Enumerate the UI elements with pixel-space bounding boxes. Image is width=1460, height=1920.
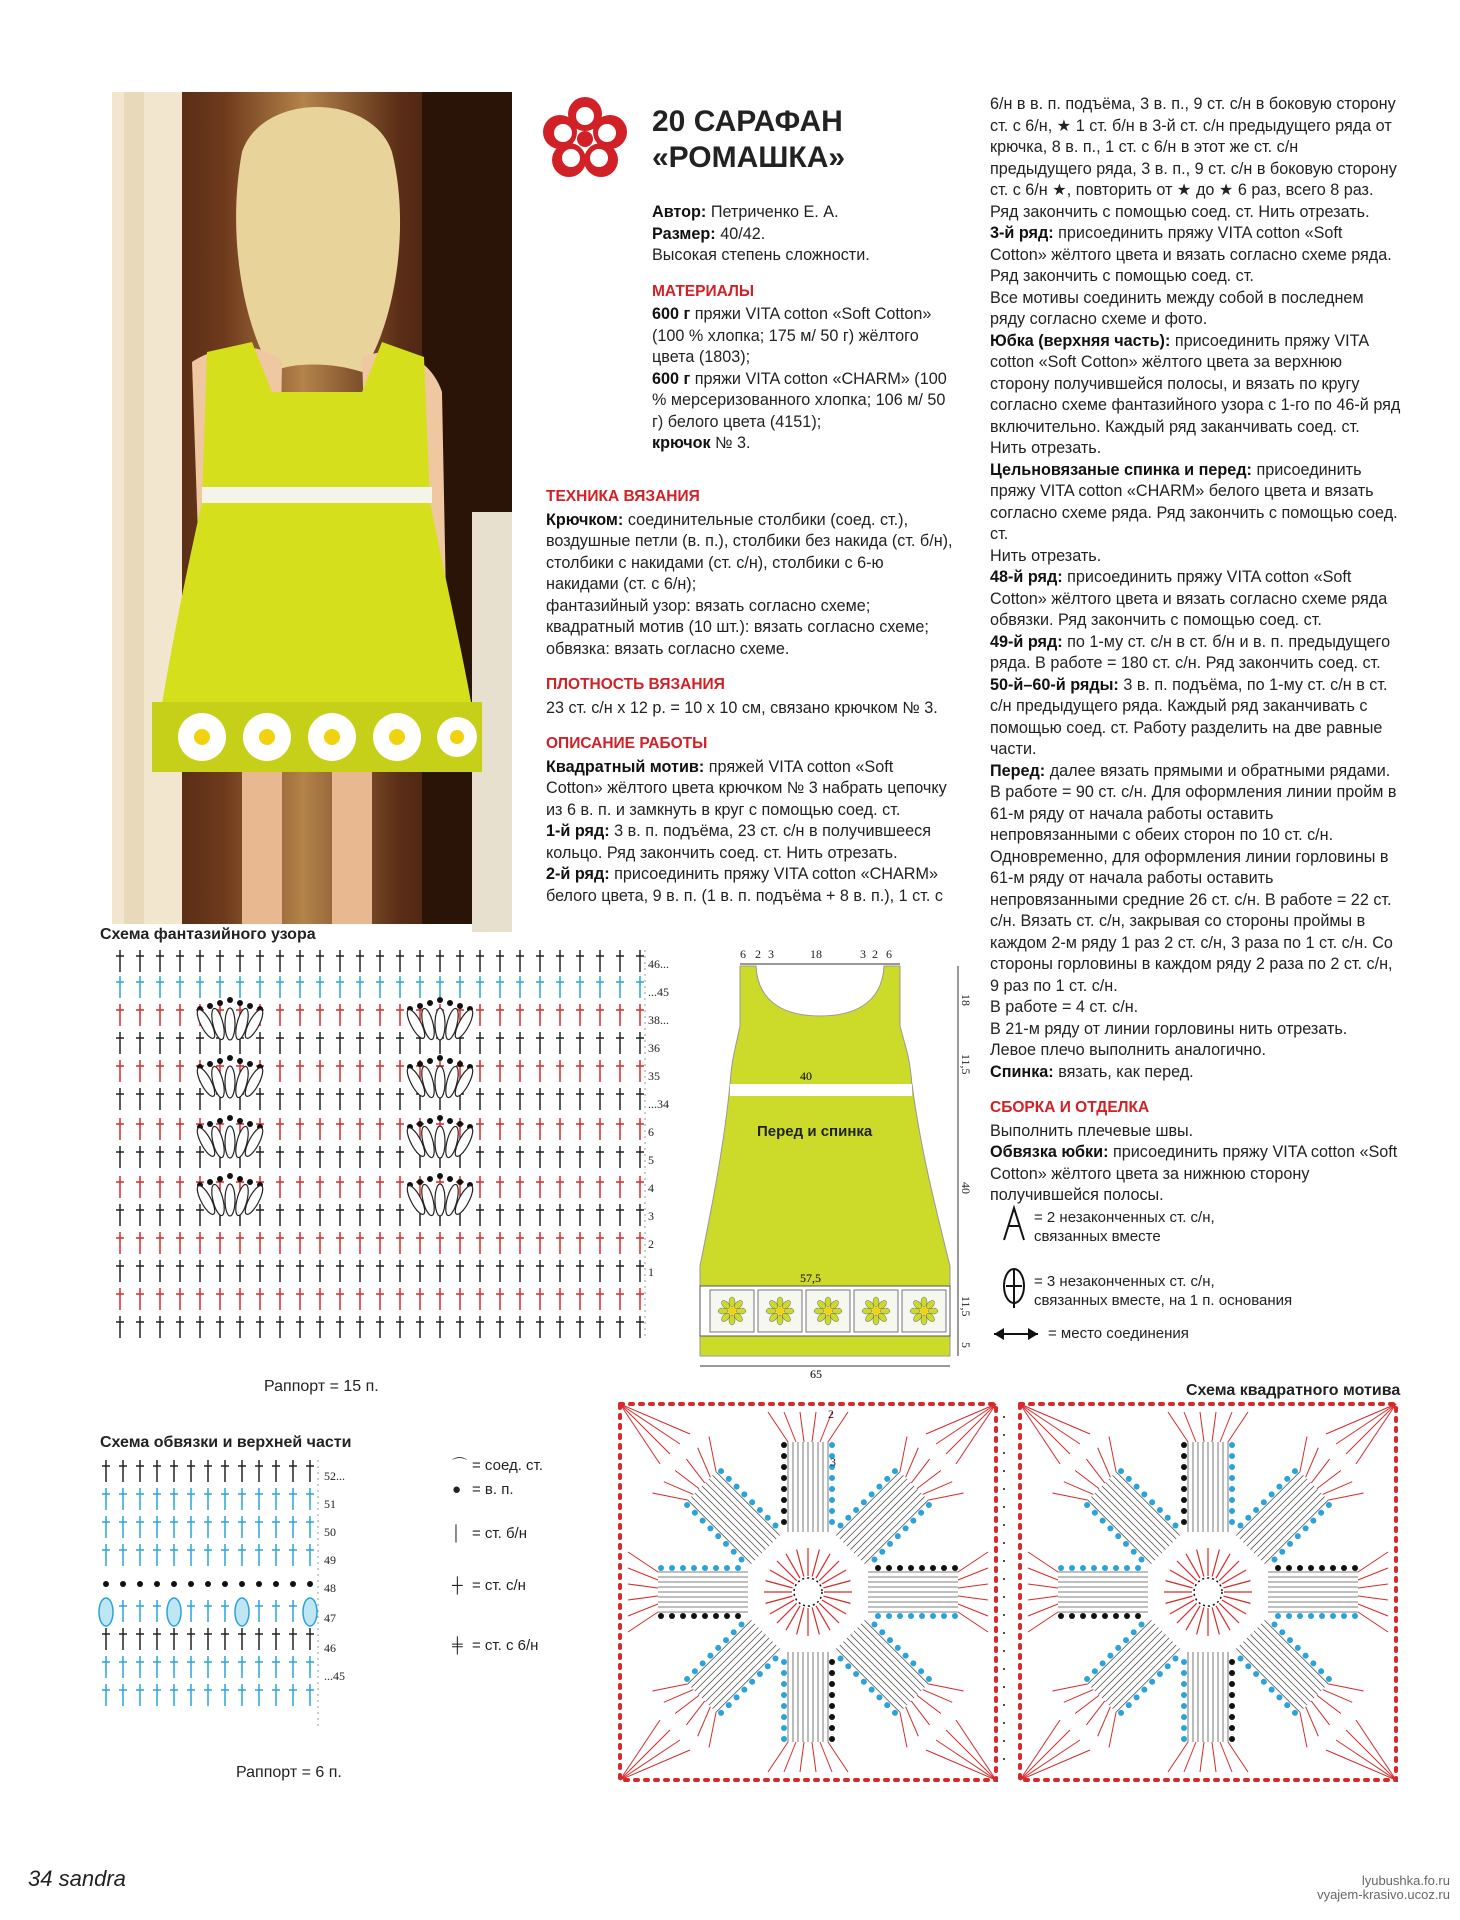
petal xyxy=(768,1652,848,1772)
fancy-repeat-label: Раппорт = 15 п. xyxy=(264,1378,379,1395)
motif-row-label: 3 xyxy=(830,1455,836,1469)
row-number: ...34 xyxy=(648,1097,669,1111)
dim-side-11-5a: 11,5 xyxy=(959,1054,973,1075)
petal xyxy=(652,1606,793,1747)
row-number: 36 xyxy=(648,1041,660,1055)
meta-block: Автор: Петриченко Е. А. Размер: 40/42. Высокая степень сложности. МАТЕРИАЛЫ 600 г пряжи VITA cotton «Soft Cotton» (100 % хлопка; 175 м/ 50 г) жёлтого цвета (1803); 600 г пряжи VITA cotton «CHARM» (100 % мерсеризованного хлопка; 106 м/ 50 г) белого цвета (4151); крючок № 3. xyxy=(652,202,954,455)
magazine-name: sandra xyxy=(58,1866,126,1891)
edge-repeat-label: Раппорт = 6 п. xyxy=(236,1764,342,1781)
title-line2: «РОМАШКА» xyxy=(652,141,846,174)
petal xyxy=(768,1412,848,1532)
dim-side-40: 40 xyxy=(959,1182,973,1194)
row-number: ...45 xyxy=(648,985,669,999)
symbol-legend-left: ⌒ = соед. ст. ● = в. п. │ = ст. б/н ┼ = ст. с/н ╪ = ст. с 6/н xyxy=(452,1457,543,1654)
cluster-stitch xyxy=(167,1598,181,1626)
dim-bottom-65: 65 xyxy=(810,1367,822,1381)
model-photo xyxy=(112,92,512,924)
schematic-label: Перед и спинка xyxy=(757,1123,873,1140)
page-footer xyxy=(28,1866,126,1892)
dim-side-18: 18 xyxy=(959,994,973,1006)
chain-icon: ● xyxy=(452,1481,462,1498)
motif-row-label: 2 xyxy=(828,1407,834,1421)
watermark-sites: lyubushka.fo.ru vyajem-krasivo.ucoz.ru xyxy=(1317,1873,1450,1902)
petal xyxy=(1028,1552,1148,1632)
dim-inner-57: 57,5 xyxy=(800,1271,821,1285)
dim-top-2b: 2 xyxy=(872,947,878,961)
row-number: 47 xyxy=(324,1611,336,1625)
dim-side-11-5b: 11,5 xyxy=(959,1296,973,1317)
petal-motif xyxy=(194,1173,266,1217)
dim-top-3a: 3 xyxy=(768,947,774,961)
fancy-chart-title: Схема фантазийного узора xyxy=(100,926,316,943)
petal-motif xyxy=(194,997,266,1041)
square-motif xyxy=(620,1404,996,1780)
dim-top-6a: 6 xyxy=(740,947,746,961)
title-line1: САРАФАН xyxy=(693,105,843,138)
petal xyxy=(1268,1552,1388,1632)
row-number: 46... xyxy=(648,957,669,971)
single-crochet-icon: │ xyxy=(452,1525,462,1542)
cluster-stitch xyxy=(235,1598,249,1626)
row-number: 4 xyxy=(648,1181,654,1195)
dim-side-5: 5 xyxy=(959,1342,973,1348)
page-title xyxy=(652,104,845,176)
row-number: ...45 xyxy=(324,1669,345,1683)
row-number: 50 xyxy=(324,1525,336,1539)
petal xyxy=(822,1436,963,1577)
row-number: 2 xyxy=(648,1237,654,1251)
join-arrow-icon xyxy=(992,1326,1040,1342)
petal xyxy=(822,1606,963,1747)
petal-motif xyxy=(404,997,476,1041)
dim-top-3b: 3 xyxy=(860,947,866,961)
fancy-pattern-chart xyxy=(100,950,700,1350)
flower-icon xyxy=(540,94,630,184)
petal xyxy=(1052,1436,1193,1577)
petal xyxy=(1052,1606,1193,1747)
row-number: 51 xyxy=(324,1497,336,1511)
row-number: 46 xyxy=(324,1641,336,1655)
dim-inner-40: 40 xyxy=(800,1069,812,1083)
dim-top-2a: 2 xyxy=(755,947,761,961)
row-number: 52... xyxy=(324,1469,345,1483)
row-number: 1 xyxy=(648,1265,654,1279)
materials-heading: МАТЕРИАЛЫ xyxy=(652,282,755,300)
row-number: 38... xyxy=(648,1013,669,1027)
6-yo-stitch-icon: ╪ xyxy=(452,1637,463,1654)
cluster-stitch xyxy=(303,1598,317,1626)
dim-top-6b: 6 xyxy=(886,947,892,961)
row-number: 49 xyxy=(324,1553,336,1567)
dress-schematic xyxy=(700,946,973,1386)
decrease-3-icon xyxy=(1000,1266,1028,1310)
row-number: 6 xyxy=(648,1125,654,1139)
pattern-number: 20 xyxy=(652,105,686,138)
decrease-2-icon xyxy=(1000,1204,1028,1244)
double-crochet-icon: ┼ xyxy=(452,1577,463,1594)
petal xyxy=(1168,1412,1248,1532)
technique-block: ТЕХНИКА ВЯЗАНИЯ Крючком: соединительные столбики (соед. ст.), воздушные петли (в. п.), столбики без накида (ст. б/н), столбики с накидами (ст. с/н), столбики с 6-ю накидами (ст. с 6/н); фантазийный узор: вязать согласно схеме; квадратный мотив (10 шт.): вязать согласно схеме; обвязка: вязать согласно схеме. ПЛОТНОСТЬ ВЯЗАНИЯ 23 ст. с/н х 12 р. = 10 х 10 см, связано крючком № 3. ОПИСАНИЕ РАБОТЫ Квадратный мотив: пряжей VITA cotton «Soft Cotton» жёлтого цвета крючком № 3 набрать цепочку из 6 в. п. и замкнуть в круг с помощью соед. ст. 1-й ряд: 3 в. п. подъёма, 23 ст. с/н в получившееся кольцо. Ряд закончить соед. ст. Нить отрезать. 2-й ряд: присоединить пряжу VITA cotton «CHARM» белого цвета, 9 в. п. (1 в. п. подъёма + 8 в. п.), 1 ст. с xyxy=(546,488,953,905)
cluster-stitch xyxy=(99,1598,113,1626)
square-motif-chart xyxy=(616,1400,1400,1784)
petal xyxy=(652,1436,793,1577)
dim-top-18: 18 xyxy=(810,947,822,961)
petal-motif xyxy=(194,1115,266,1159)
edge-pattern-chart xyxy=(100,1460,420,1750)
slip-stitch-icon: ⌒ xyxy=(452,1457,468,1474)
petal xyxy=(1222,1606,1363,1747)
row-number: 3 xyxy=(648,1209,654,1223)
petal xyxy=(628,1552,748,1632)
row-number: 5 xyxy=(648,1153,654,1167)
photo-illustration xyxy=(112,92,512,924)
edge-chart-title: Схема обвязки и верхней части xyxy=(100,1434,352,1451)
row-number: 35 xyxy=(648,1069,660,1083)
right-text-column: 6/н в в. п. подъёма, 3 в. п., 9 ст. с/н в боковую сторону ст. с 6/н, ★ 1 ст. б/н в 3-й ст. с/н предыдущего ряда от крючка, 8 в. п., 1 ст. с 6/н в этот же ст. с/н предыдущего ряда, 3 в. п., 9 ст. с/н в боковую сторону ст. с 6/н ★, повторить от ★ до ★ 6 раз, всего 8 раз. Ряд закончить с помощью соед. ст. Нить отрезать. 3-й ряд: присоединить пряжу VITA cotton «Soft Cotton» жёлтого цвета и вязать согласно схеме ряда. Ряд закончить с помощью соед. ст. Все мотивы соединить между собой в последнем ряду согласно схеме и фото. Юбка (верхняя часть): присоединить пряжу VITA cotton «Soft Cotton» жёлтого цвета за верхнюю сторону получившейся полосы, и вязать по кругу согласно схеме фантазийного узора с 1-го по 46-й ряд включительно. Каждый ряд заканчивать соед. ст. Нить отрезать. Цельновязаные спинка и перед: присоединить пряжу VITA cotton «CHARM» белого цвета и вязать согласно схеме ряда. Ряд закончить с помощью соед. ст. Нить отрезать. 48-й ряд: присоединить пряжу VITA cotton «Soft Cotton» жёлтого цвета и вязать согласно схеме ряда обвязки. Ряд закончить с помощью соед. ст. 49-й ряд: по 1-му ст. с/н в ст. б/н и в. п. предыдущего ряда. В работе = 180 ст. с/н. Ряд закончить соед. ст. 50-й–60-й ряды: 3 в. п. подъёма, по 1-му ст. с/н в ст. с/н предыдущего ряда. Каждый ряд заканчивать с помощью соед. ст. Работу разделить на две равные части. Перед: далее вязать прямыми и обратными рядами. В работе = 90 ст. с/н. Для оформления линии пройм в 61-м ряду от начала работы оставить непровязанными с обеих сторон по 10 ст. с/н. Одновременно, для оформления линии горловины в 61-м ряду от начала работы оставить непровязанными средние 26 ст. с/н. В работе = 22 ст. с/н. Вязать ст. с/н, закрывая со стороны проймы в каждом 2-м ряду 1 раз 2 ст. с/н, 3 раза по 1 ст. с/н. Со стороны горловины в каждом ряду 2 раза по 2 ст. с/н, 9 раз по 1 ст. с/н. В работе = 4 ст. с/н. В 21-м ряду от линии горловины нить отрезать. Левое плечо выполнить аналогично. Спинка: вязать, как перед. СБОРКА И ОТДЕЛКА Выполнить плечевые швы. Обвязка юбки: присоединить пряжу VITA cotton «Soft Cotton» жёлтого цвета за нижнюю сторону получившейся полосы. xyxy=(990,95,1401,1204)
petal xyxy=(868,1552,988,1632)
petal xyxy=(1168,1652,1248,1772)
petal xyxy=(1222,1436,1363,1577)
row-number: 48 xyxy=(324,1581,336,1595)
petal-motif xyxy=(194,1055,266,1099)
page-number: 34 xyxy=(28,1866,53,1891)
square-motif xyxy=(1020,1404,1396,1780)
motif-chart-title: Схема квадратного мотива xyxy=(1186,1382,1401,1399)
